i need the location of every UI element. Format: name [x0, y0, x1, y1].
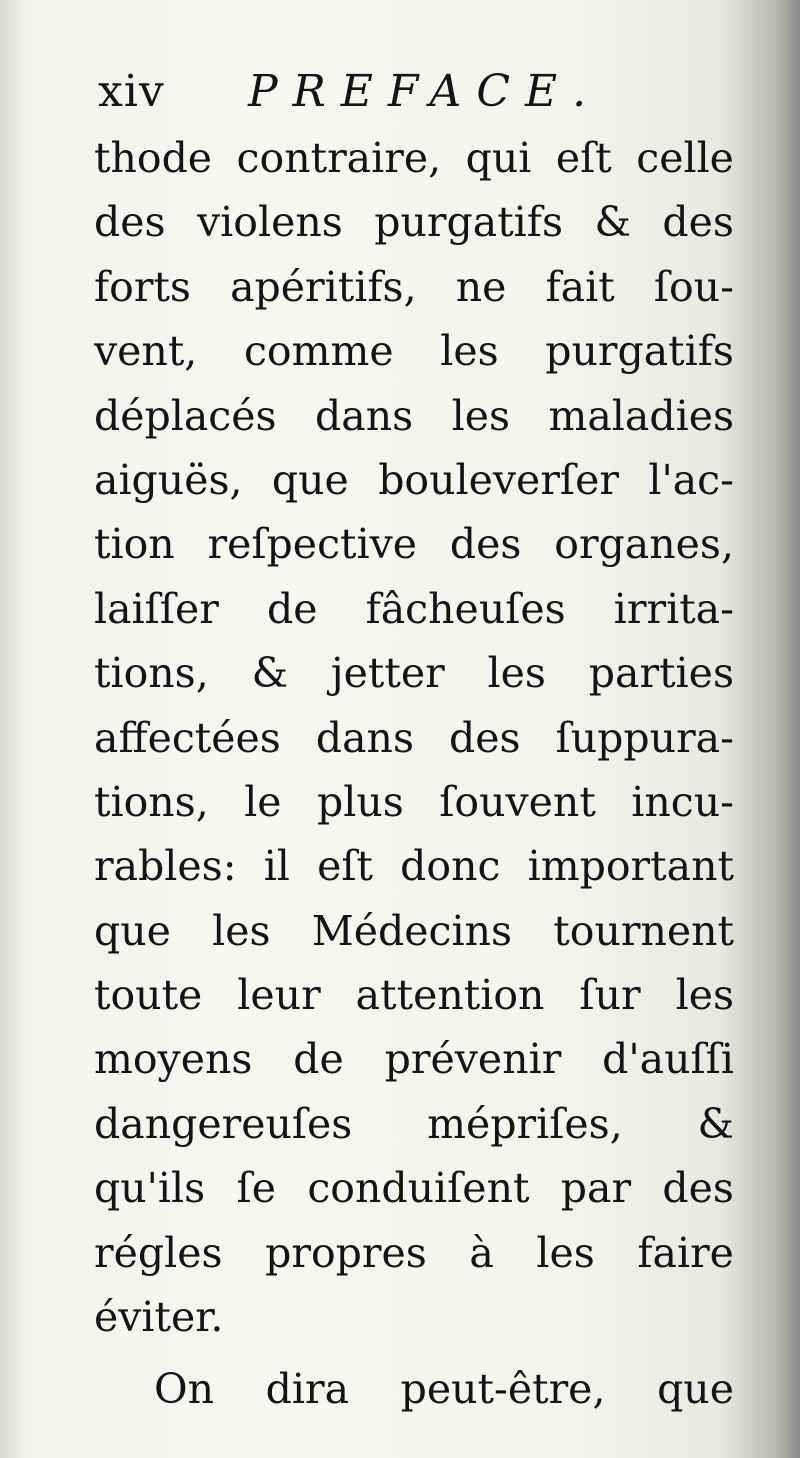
word: eſt [317, 842, 373, 891]
word: ſe [236, 1164, 276, 1213]
word: fait [545, 262, 615, 311]
word: que [657, 1365, 734, 1414]
word: eſt [555, 134, 612, 182]
text-line [94, 384, 734, 448]
text-line [94, 126, 734, 190]
word: aiguës, [94, 455, 243, 504]
word: & [594, 198, 631, 247]
word: rables: [94, 842, 237, 891]
word: qui [465, 134, 532, 182]
word: tions, [94, 649, 209, 698]
word: irrita- [613, 584, 734, 633]
word: faire [637, 1228, 734, 1277]
word: purgatifs [545, 327, 734, 376]
word: jetter [330, 649, 445, 698]
word: des [449, 713, 521, 762]
word: Médecins [311, 906, 513, 955]
word: des [662, 198, 734, 247]
word: éviter. [94, 1293, 224, 1342]
word: que [94, 906, 171, 955]
word: thode [94, 134, 213, 182]
word: les [536, 1228, 595, 1277]
word: de [293, 1035, 344, 1084]
word: plus [317, 777, 404, 826]
word: qu'ils [94, 1164, 206, 1213]
word: à [469, 1228, 494, 1277]
word: les [212, 906, 271, 955]
word: des [94, 198, 166, 247]
page-number: xiv [98, 66, 165, 117]
word: organes, [554, 520, 734, 569]
word: fâcheuſes [365, 584, 566, 633]
word: & [251, 649, 289, 698]
word: ſur [579, 971, 641, 1020]
text-line [94, 512, 734, 576]
word: attention [355, 971, 545, 1020]
text-line [94, 706, 734, 770]
text-line [94, 1285, 734, 1349]
word: parties [588, 649, 734, 698]
word: tion [94, 520, 175, 569]
word: régles [94, 1228, 223, 1277]
word: dans [315, 713, 414, 762]
word: peut-être, [400, 1365, 606, 1414]
word: reſpective [207, 520, 418, 569]
word: comme [243, 327, 394, 376]
word: tions, [94, 777, 209, 826]
word: ſuppura- [555, 713, 734, 762]
word: ſou- [653, 262, 734, 311]
word: l'ac- [648, 455, 734, 504]
body-text [94, 126, 734, 1422]
word: il [263, 842, 290, 891]
word: des [662, 1164, 734, 1213]
word: tournent [553, 906, 734, 955]
text-line [94, 255, 734, 319]
page-header [98, 56, 698, 126]
word: les [440, 327, 499, 376]
text-line [94, 190, 734, 254]
word: vent, [94, 327, 198, 376]
word: conduiſent [307, 1164, 530, 1213]
text-line [94, 899, 734, 963]
text-line-new-paragraph [94, 1357, 734, 1421]
word: important [527, 842, 734, 891]
word: dira [265, 1365, 350, 1414]
text-line [94, 577, 734, 641]
word: apéritifs, [230, 262, 417, 311]
word: toute [94, 971, 203, 1020]
word: les [487, 649, 546, 698]
word: des [449, 520, 522, 569]
gutter-shadow [0, 0, 26, 1458]
word: les [451, 391, 511, 440]
word: bouleverſer [378, 455, 619, 504]
word: laiſſer [94, 584, 219, 633]
text-line [94, 1092, 734, 1156]
word: violens [197, 198, 343, 247]
word: purgatifs [374, 198, 564, 247]
word: prévenir [384, 1035, 562, 1084]
text-line [94, 641, 734, 705]
word: déplacés [94, 391, 277, 440]
word: de [266, 584, 318, 633]
running-head: PREFACE. [248, 66, 602, 117]
text-line [94, 1221, 734, 1285]
word: On [154, 1365, 215, 1414]
word: forts [94, 262, 191, 311]
text-line [94, 448, 734, 512]
word: d'auſſi [602, 1035, 734, 1084]
text-line [94, 770, 734, 834]
word: le [244, 777, 282, 826]
text-line [94, 319, 734, 383]
word: ſouvent [439, 777, 596, 826]
word: & [697, 1099, 734, 1148]
word: par [560, 1164, 632, 1213]
word: propres [265, 1228, 427, 1277]
word: celle [636, 134, 734, 182]
text-line [94, 1156, 734, 1220]
word: incu- [631, 777, 734, 826]
text-line [94, 963, 734, 1027]
word: maladies [548, 391, 734, 440]
word: affectées [94, 713, 281, 762]
word: contraire, [236, 134, 442, 182]
word: les [675, 971, 734, 1020]
word: mépriſes, [427, 1099, 623, 1148]
word: ne [455, 262, 507, 311]
word: dangereuſes [94, 1099, 353, 1148]
text-line [94, 1027, 734, 1091]
word: leur [237, 971, 321, 1020]
word: moyens [94, 1035, 253, 1084]
word: que [271, 455, 349, 504]
word: dans [315, 391, 414, 440]
text-line [94, 834, 734, 898]
word: donc [400, 842, 501, 891]
